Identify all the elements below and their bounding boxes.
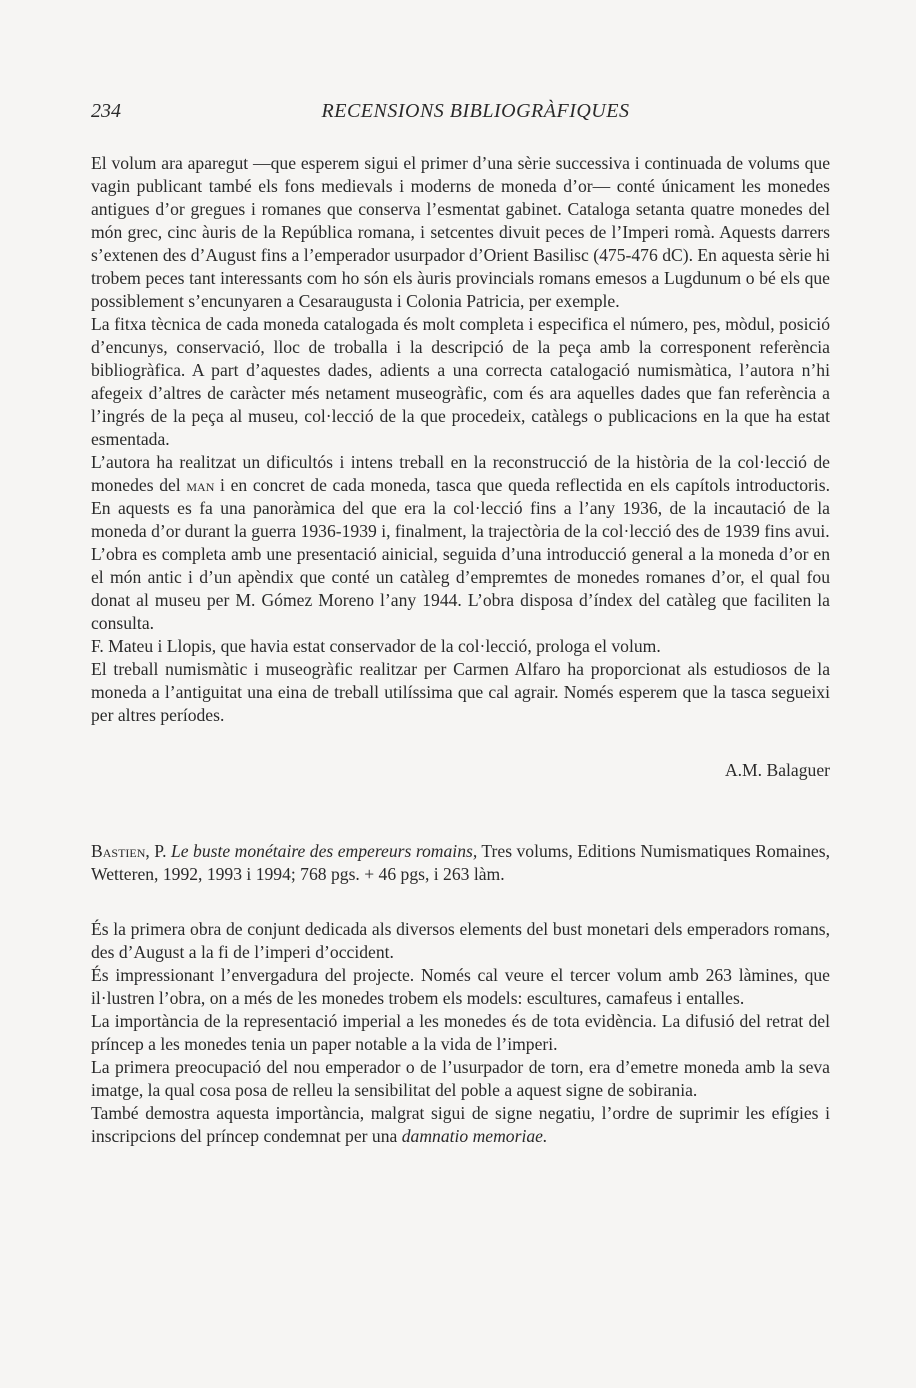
review2-paragraph-1: És la primera obra de conjunt dedicada als diversos elements del bust monetari dels emperadors romans, des d’August a la fi de l’imperi d’occident. xyxy=(91,919,830,962)
page-body xyxy=(91,152,830,1148)
review2-paragraph-2: És impressionant l’envergadura del projecte. Només cal veure el tercer volum amb 263 làmines, que il·lustren l’obra, on a més de les monedes trobem els models: escultures, camafeus i entalles. xyxy=(91,965,830,1008)
review1-paragraph-4: L’obra es completa amb une presentació ainicial, seguida d’una introducció general a la moneda d’or en el món antic i d’un apèndix que conté un catàleg d’empremtes de monedes romanes d’or, el qual fou donat al museu per M. Gómez Moreno l’any 1944. L’obra disposa d’índex del catàleg que faciliten la consulta. xyxy=(91,544,830,633)
review1-paragraph-3-end: i en concret de cada moneda, tasca que queda reflectida en els capítols introductoris. En aquests es fa una panoràmica del que era la col·lecció fins a l’any 1936, de la incautació de la moneda d’or durant la guerra 1936-1939 i, finalment, la trajectòria de la col·lecció des de 1939 fins avui. xyxy=(91,475,830,541)
review1-signature: A.M. Balaguer xyxy=(724,760,830,780)
page-number: 234 xyxy=(91,100,121,122)
review2-citation xyxy=(91,840,830,886)
review1-paragraph-2: La fitxa tècnica de cada moneda catalogada és molt completa i especifica el número, pes, mòdul, posició d’encunys, conservació, lloc de troballa i la descripció de la peça amb la corresponent referència bibliogràfica. A part d’aquestes dades, adients a una correcta catalogació numismàtica, l’autora n’hi afegeix d’altres de caràcter més netament museogràfic, com és ara aquelles dades que fan referència a l’ingrés de la peça al museu, col·lecció de la que procedeix, catàlegs o publicacions en la que ha estat esmentada. xyxy=(91,314,830,449)
review1-paragraph-3 xyxy=(91,451,830,543)
running-title: RECENSIONS BIBLIOGRÀFIQUES xyxy=(321,100,630,122)
review1-paragraph-5: F. Mateu i Llopis, que havia estat conservador de la col·lecció, prologa el volum. xyxy=(91,636,661,656)
review2-paragraph-5 xyxy=(91,1102,830,1148)
page-header xyxy=(91,100,830,126)
citation-title: Le buste monétaire des empereurs romains, xyxy=(170,841,478,861)
review2-paragraph-5-start: També demostra aquesta importància, malgrat sigui de signe negatiu, l’ordre de suprimir les efígies i inscripcions del príncep condemnat per una xyxy=(91,1103,830,1146)
review2-paragraph-4: La primera preocupació del nou emperador o de l’usurpador de torn, era d’emetre moneda amb la seva imatge, la qual cosa posa de relleu la sensibilitat del poble a aquest signe de sobirania. xyxy=(91,1057,830,1100)
review1-paragraph-3-start: L’autora ha realitzat un dificultós i intens treball en la reconstrucció de la història de la col·lecció de monedes del xyxy=(91,452,830,495)
museum-abbreviation: man xyxy=(186,475,215,495)
citation-author: Bastien xyxy=(91,841,146,861)
review2-paragraph-3: La importància de la representació imperial a les monedes és de tota evidència. La difusió del retrat del príncep a les monedes tenia un paper notable a la vida de l’imperi. xyxy=(91,1011,830,1054)
damnatio-memoriae: damnatio memoriae. xyxy=(401,1126,548,1146)
citation-details: Tres volums, Editions Numismatiques Romaines, Wetteren, 1992, 1993 i 1994; 768 pgs. + 46 pgs, i 263 làm. xyxy=(91,841,830,884)
review1-paragraph-1: El volum ara aparegut —que esperem sigui el primer d’una sèrie successiva i continuada de volums que vagin publicant també els fons medievals i moderns de moneda d’or— conté únicament les monedes antigues d’or gregues i romanes que conserva l’esmentat gabinet. Cataloga setanta quatre monedes del món grec, cinc àuris de la República romana, i setcentes divuit peces de l’Imperi romà. Aquests darrers s’extenen des d’August fins a l’emperador usurpador d’Orient Basilisc (475-476 dC). En aquesta sèrie hi trobem peces tant interessants com ho són els àuris provincials romans emesos a Lugdunum o bé els que possiblement s’encunyaren a Cesaraugusta i Colonia Patricia, per exemple. xyxy=(91,153,830,311)
citation-initial: , P. xyxy=(145,841,171,861)
review1-paragraph-6: El treball numismàtic i museogràfic realitzar per Carmen Alfaro ha proporcionat als estudiosos de la moneda a l’antiguitat una eina de treball utilíssima que cal agrair. Només esperem que la tasca segueixi per altres períodes. xyxy=(91,659,830,725)
